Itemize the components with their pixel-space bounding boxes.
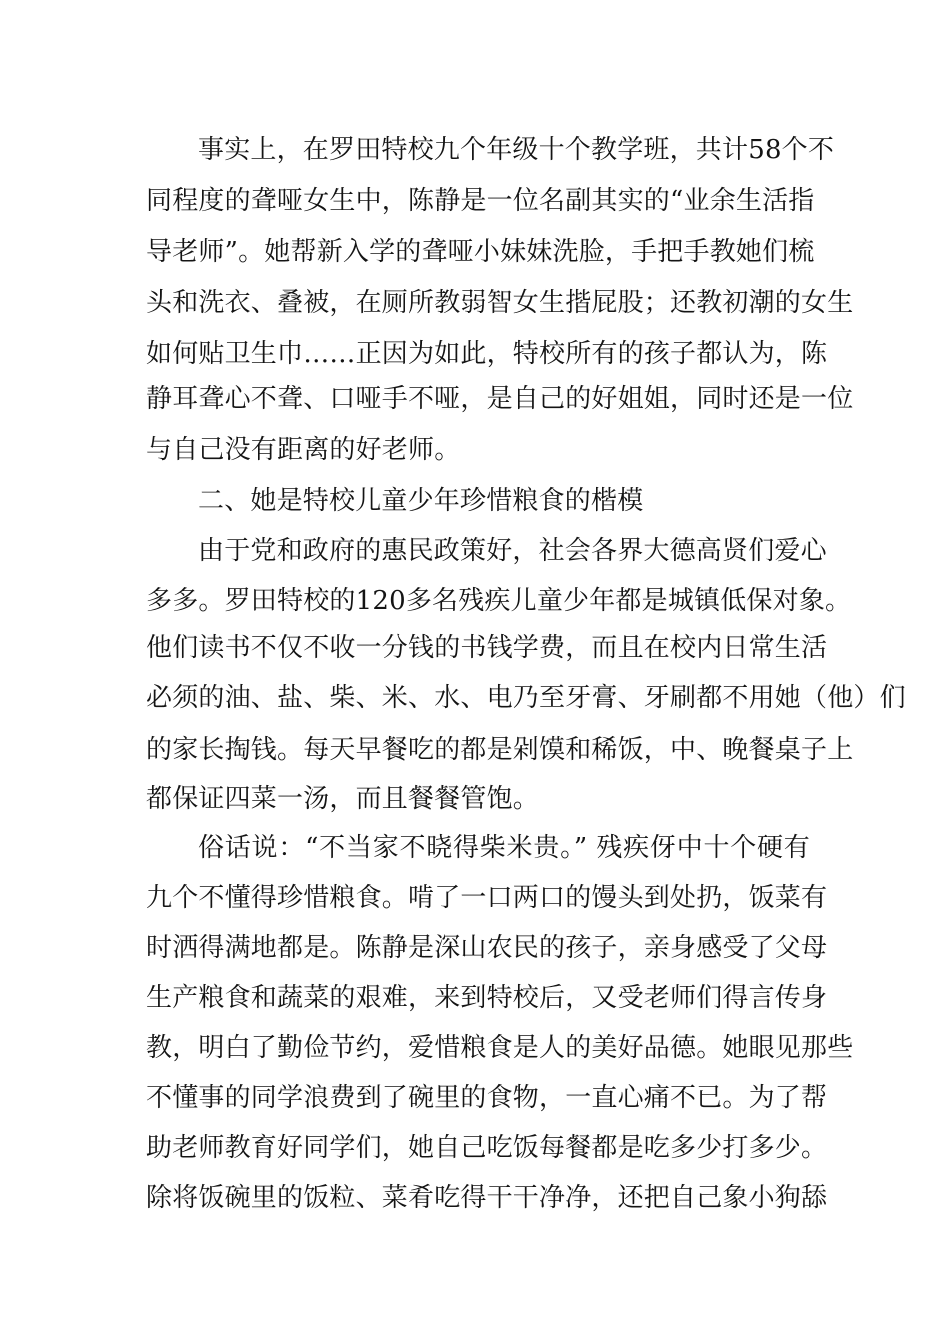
paragraph-line: 俗话说：“不当家不晓得柴米贵。” 残疾伢中十个硬有 xyxy=(198,833,810,863)
paragraph-line: 除将饭碗里的饭粒、菜肴吃得干干净净，还把自己象小狗舔 xyxy=(146,1183,828,1213)
paragraph-line: 九个不懂得珍惜粮食。啃了一口两口的馒头到处扔，饭菜有 xyxy=(146,883,828,913)
paragraph-line: 头和洗衣、叠被，在厕所教弱智女生揩屁股；还教初潮的女生 xyxy=(146,288,854,318)
paragraph-line: 多多。罗田特校的120多名残疾儿童少年都是城镇低保对象。 xyxy=(146,586,852,616)
paragraph-line: 如何贴卫生巾……正因为如此，特校所有的孩子都认为，陈 xyxy=(146,339,828,369)
paragraph-line: 都保证四菜一汤，而且餐餐管饱。 xyxy=(146,784,540,814)
paragraph-line: 教，明白了勤俭节约，爱惜粮食是人的美好品德。她眼见那些 xyxy=(146,1033,854,1063)
paragraph-line: 由于党和政府的惠民政策好，社会各界大德高贤们爱心 xyxy=(198,536,827,566)
paragraph-line: 静耳聋心不聋、口哑手不哑，是自己的好姐姐，同时还是一位 xyxy=(146,384,854,414)
paragraph-line: 时洒得满地都是。陈静是深山农民的孩子，亲身感受了父母 xyxy=(146,933,828,963)
paragraph-line: 的家长掏钱。每天早餐吃的都是剁馍和稀饭，中、晚餐桌子上 xyxy=(146,735,854,765)
paragraph-line: 事实上，在罗田特校九个年级十个教学班，共计58个不 xyxy=(198,135,835,165)
paragraph-line: 不懂事的同学浪费到了碗里的食物，一直心痛不已。为了帮 xyxy=(146,1083,828,1113)
paragraph-line: 必须的油、盐、柴、米、水、电乃至牙膏、牙刷都不用她（他）们 xyxy=(146,683,906,713)
paragraph-line: 导老师”。她帮新入学的聋哑小妹妹洗脸，手把手教她们梳 xyxy=(146,237,815,267)
paragraph-line: 与自己没有距离的好老师。 xyxy=(146,435,461,465)
paragraph-line: 他们读书不仅不收一分钱的书钱学费，而且在校内日常生活 xyxy=(146,633,828,663)
paragraph-line: 生产粮食和蔬菜的艰难，来到特校后，又受老师们得言传身 xyxy=(146,983,828,1013)
paragraph-line: 同程度的聋哑女生中，陈静是一位名副其实的“业余生活指 xyxy=(146,186,815,216)
paragraph-line: 助老师教育好同学们，她自己吃饭每餐都是吃多少打多少。 xyxy=(146,1133,828,1163)
section-heading: 二、她是特校儿童少年珍惜粮食的楷模 xyxy=(198,486,644,516)
